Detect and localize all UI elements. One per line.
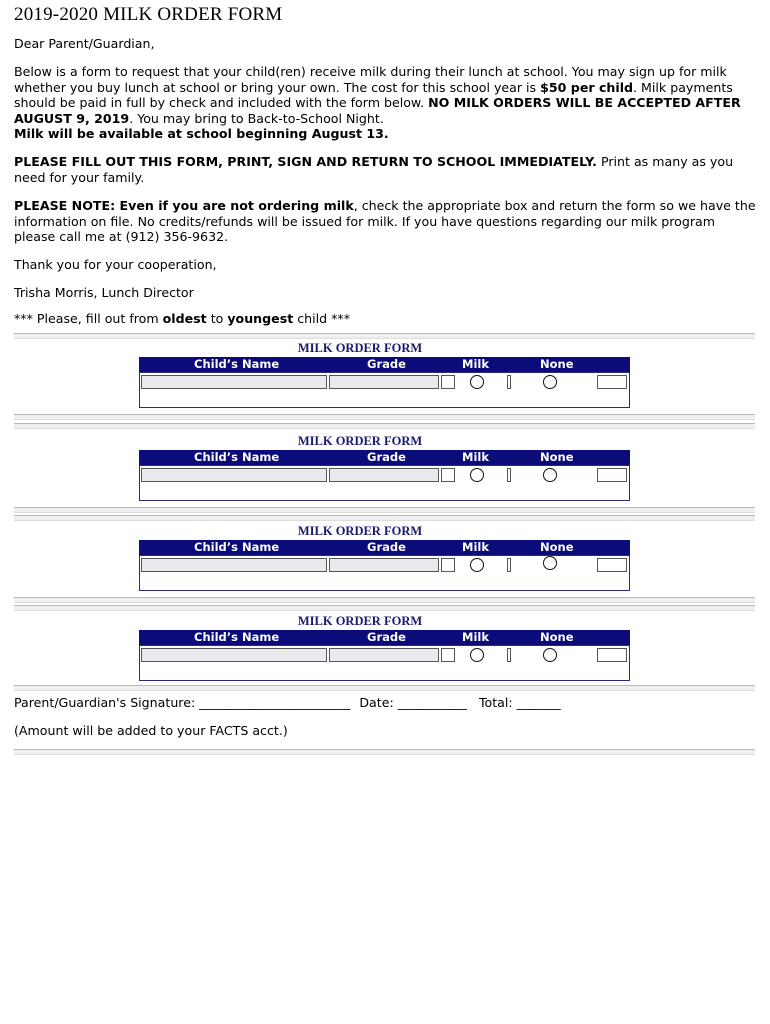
note-text: , check the appropriate box and return the form so we have the information on file. No credits/refunds will be issued for milk. If you have questions regarding our milk program please call me at (912) 356-9632. — [14, 198, 756, 245]
divider — [14, 749, 755, 755]
col-none: None — [540, 450, 574, 464]
divider — [14, 333, 755, 339]
fill-out-paragraph — [14, 154, 758, 185]
spacer-box — [507, 375, 511, 389]
divider — [14, 605, 755, 611]
intro-text-c: . Milk payments should be paid in full by check and included with the form below. — [14, 79, 733, 111]
col-grade: Grade — [367, 540, 406, 554]
spacer-box — [507, 468, 511, 482]
col-childs-name: Child’s Name — [194, 357, 280, 371]
instruction-youngest: youngest — [227, 311, 294, 326]
form-title: MILK ORDER FORM — [297, 434, 423, 448]
spacer-box — [441, 558, 455, 572]
divider — [14, 597, 755, 603]
spacer-box — [597, 648, 627, 662]
instruction-a: *** Please, fill out from — [14, 311, 163, 326]
divider — [14, 515, 755, 521]
table-row — [139, 555, 630, 575]
order-instruction — [14, 311, 758, 327]
table-header — [139, 540, 630, 555]
availability-text: Milk will be available at school beginning August 13. — [14, 126, 389, 142]
form-title: MILK ORDER FORM — [297, 614, 423, 628]
milk-radio[interactable] — [470, 375, 484, 389]
col-grade: Grade — [367, 450, 406, 464]
grade-input[interactable] — [329, 375, 439, 389]
intro-text-a: Below is a form to request that your child(ren) receive milk during their lunch at school. You may sign up for milk whether you buy lunch at school or bring your own. The cost for this school year is — [14, 64, 727, 95]
divider — [14, 414, 755, 420]
none-radio[interactable] — [543, 375, 557, 389]
greeting: Dear Parent/Guardian, — [14, 36, 155, 51]
table-row — [139, 574, 630, 591]
spacer-box — [597, 375, 627, 389]
spacer-box — [597, 468, 627, 482]
grade-input[interactable] — [329, 558, 439, 572]
table-row — [139, 645, 630, 665]
col-childs-name: Child’s Name — [194, 540, 280, 554]
price-text: $50 per child — [540, 79, 634, 95]
instruction-to: to — [206, 311, 228, 326]
note-bold: PLEASE NOTE: Even if you are not ordering milk — [14, 198, 354, 213]
table-header — [139, 630, 630, 645]
milk-radio[interactable] — [470, 648, 484, 662]
none-radio[interactable] — [543, 648, 557, 662]
child-name-input[interactable] — [141, 468, 327, 482]
fill-out-text: Print as many as you need for your family. — [14, 154, 734, 185]
form-title: MILK ORDER FORM — [297, 524, 423, 538]
child-name-input[interactable] — [141, 648, 327, 662]
col-milk: Milk — [462, 357, 489, 371]
grade-input[interactable] — [329, 468, 439, 482]
facts-note: (Amount will be added to your FACTS acct.) — [14, 723, 288, 738]
col-grade: Grade — [367, 630, 406, 644]
date-field[interactable]: Date: ___________ — [359, 695, 467, 710]
form-title: MILK ORDER FORM — [297, 341, 423, 355]
divider — [14, 423, 755, 429]
table-row — [139, 372, 630, 392]
col-milk: Milk — [462, 630, 489, 644]
col-grade: Grade — [367, 357, 406, 371]
spacer-box — [597, 558, 627, 572]
grade-input[interactable] — [329, 648, 439, 662]
deadline-text: NO MILK ORDERS WILL BE ACCEPTED AFTER AUGUST 9, 2019 — [14, 95, 741, 126]
divider — [14, 685, 755, 691]
note-paragraph — [14, 198, 758, 245]
signature-field[interactable]: Parent/Guardian's Signature: ________________________ — [14, 695, 351, 710]
divider — [14, 507, 755, 513]
table-row — [139, 465, 630, 485]
col-milk: Milk — [462, 450, 489, 464]
fill-out-bold: PLEASE FILL OUT THIS FORM, PRINT, SIGN AND RETURN TO SCHOOL IMMEDIATELY. — [14, 154, 597, 169]
spacer-box — [441, 468, 455, 482]
signoff-text: Trisha Morris, Lunch Director — [14, 285, 194, 300]
spacer-box — [507, 558, 511, 572]
none-radio[interactable] — [543, 556, 557, 570]
none-radio[interactable] — [543, 468, 557, 482]
intro-paragraph — [14, 64, 758, 142]
intro-text-e: . You may bring to Back-to-School Night. — [129, 110, 384, 126]
page-title: 2019-2020 MILK ORDER FORM — [14, 4, 283, 25]
col-none: None — [540, 630, 574, 644]
milk-radio[interactable] — [470, 558, 484, 572]
child-name-input[interactable] — [141, 558, 327, 572]
instruction-e: child *** — [293, 311, 351, 326]
spacer-box — [441, 375, 455, 389]
instruction-oldest: oldest — [162, 311, 207, 326]
col-none: None — [540, 540, 574, 554]
col-none: None — [540, 357, 574, 371]
spacer-box — [441, 648, 455, 662]
col-milk: Milk — [462, 540, 489, 554]
table-row — [139, 391, 630, 408]
child-name-input[interactable] — [141, 375, 327, 389]
signature-line — [14, 695, 758, 711]
thanks-text: Thank you for your cooperation, — [14, 257, 217, 272]
col-childs-name: Child’s Name — [194, 450, 280, 464]
table-header — [139, 450, 630, 465]
spacer-box — [507, 648, 511, 662]
total-field[interactable]: Total: _______ — [478, 695, 561, 710]
col-childs-name: Child’s Name — [194, 630, 280, 644]
table-row — [139, 484, 630, 501]
table-row — [139, 664, 630, 681]
table-header — [139, 357, 630, 372]
milk-radio[interactable] — [470, 468, 484, 482]
